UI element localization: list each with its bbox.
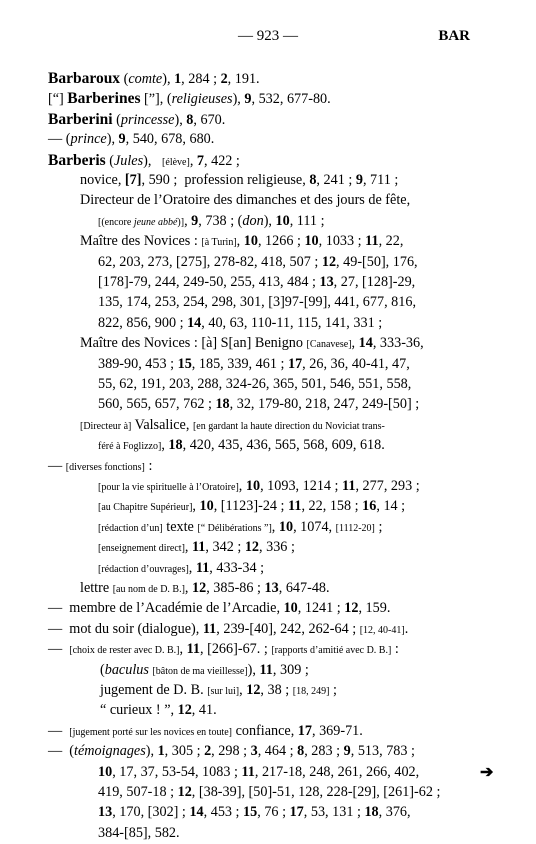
index-line: féré à Foglizzo], 18, 420, 435, 436, 565, 568, 609, 618. <box>98 437 385 454</box>
index-line: — (témoignages), 1, 305 ; 2, 298 ; 3, 464 ; 8, 283 ; 9, 513, 783 ; <box>48 743 415 760</box>
index-line: [rédaction d’ouvrages], 11, 433-34 ; <box>98 559 265 576</box>
index-line: — [diverses fonctions] : <box>48 457 153 474</box>
index-line: [“] Barberines [”], (religieuses), 9, 532, 677-80. <box>48 90 331 108</box>
index-line: [(encore jeune abbé)], 9, 738 ; (don), 10, 111 ; <box>98 212 325 229</box>
index-line: Barbaroux (comte), 1, 284 ; 2, 191. <box>48 70 260 87</box>
index-line: Directeur de l’Oratoire des dimanches et des jours de fête, <box>80 192 411 209</box>
index-line: [Directeur à] Valsalice, [en gardant la haute direction du Noviciat trans- <box>80 416 385 433</box>
index-line: 419, 507-18 ; 12, [38-39], [50]-51, 128, 228-[29], [261]-62 ; <box>98 784 441 800</box>
index-line: “ curieux ! ”, 12, 41. <box>100 702 217 719</box>
index-line: [rédaction d’un] texte [“ Délibérations ”], 10, 1074, [1112-20] ; <box>98 518 383 535</box>
index-line: [au Chapitre Supérieur], 10, [1123]-24 ; 11, 22, 158 ; 16, 14 ; <box>98 498 406 515</box>
index-line: — (prince), 9, 540, 678, 680. <box>48 131 215 148</box>
index-line: 389-90, 453 ; 15, 185, 339, 461 ; 17, 26, 36, 40-41, 47, <box>98 355 410 372</box>
continue-arrow-icon: ➔ <box>480 764 494 781</box>
index-line: [pour la vie spirituelle à l’Oratoire], 10, 1093, 1214 ; 11, 277, 293 ; <box>98 478 420 494</box>
index-line: 560, 565, 657, 762 ; 18, 32, 179-80, 218, 247, 249-[50] ; <box>98 396 420 413</box>
index-line: Barberis (Jules), [élève], 7, 422 ; <box>48 151 240 169</box>
index-line: novice, [7], 590 ; profession religieuse, 8, 241 ; 9, 711 ; <box>80 172 399 188</box>
index-line: — [choix de rester avec D. B.], 11, [266]-67. ; [rapports d’amitié avec D. B.] : <box>48 641 399 658</box>
index-line: 135, 174, 253, 254, 298, 301, [3]97-[99], 441, 677, 816, <box>98 294 417 311</box>
index-line: 10, 17, 37, 53-54, 1083 ; 11, 217-18, 248, 261, 266, 402, <box>98 763 420 780</box>
index-line: Maître des Novices : [à] S[an] Benigno [Canavese], 14, 333-36, <box>80 335 424 352</box>
index-line: [enseignement direct], 11, 342 ; 12, 336 ; <box>98 539 295 556</box>
index-line: 62, 203, 273, [275], 278-82, 418, 507 ; 12, 49-[50], 176, <box>98 253 418 270</box>
section-label: BAR <box>438 28 470 44</box>
index-line: Maître des Novices : [à Turin], 10, 1266 ; 10, 1033 ; 11, 22, <box>80 233 404 250</box>
index-line: 384-[85], 582. <box>98 824 180 841</box>
index-line: Barberini (princesse), 8, 670. <box>48 110 226 128</box>
index-line: (baculus [bâton de ma vieillesse]), 11, 309 ; <box>100 661 309 678</box>
page-number: — 923 — <box>238 28 298 44</box>
index-line: 55, 62, 191, 203, 288, 324-26, 365, 501, 546, 551, 558, <box>98 376 412 392</box>
index-line: 822, 856, 900 ; 14, 40, 63, 110-11, 115, 141, 331 ; <box>98 314 383 331</box>
index-line: lettre [au nom de D. B.], 12, 385-86 ; 13, 647-48. <box>80 580 330 596</box>
index-line: 13, 170, [302] ; 14, 453 ; 15, 76 ; 17, 53, 131 ; 18, 376, <box>98 804 411 821</box>
index-line: — [jugement porté sur les novices en toute] confiance, 17, 369-71. <box>48 722 363 739</box>
index-line: [178]-79, 244, 249-50, 255, 413, 484 ; 13, 27, [128]-29, <box>98 274 416 290</box>
index-line: — membre de l’Académie de l’Arcadie, 10, 1241 ; 12, 159. <box>48 600 391 617</box>
index-line: — mot du soir (dialogue), 11, 239-[40], 242, 262-64 ; [12, 40-41]. <box>48 620 409 637</box>
index-line: jugement de D. B. [sur lui], 12, 38 ; [18, 249] ; <box>100 682 337 698</box>
page-header <box>0 28 536 48</box>
